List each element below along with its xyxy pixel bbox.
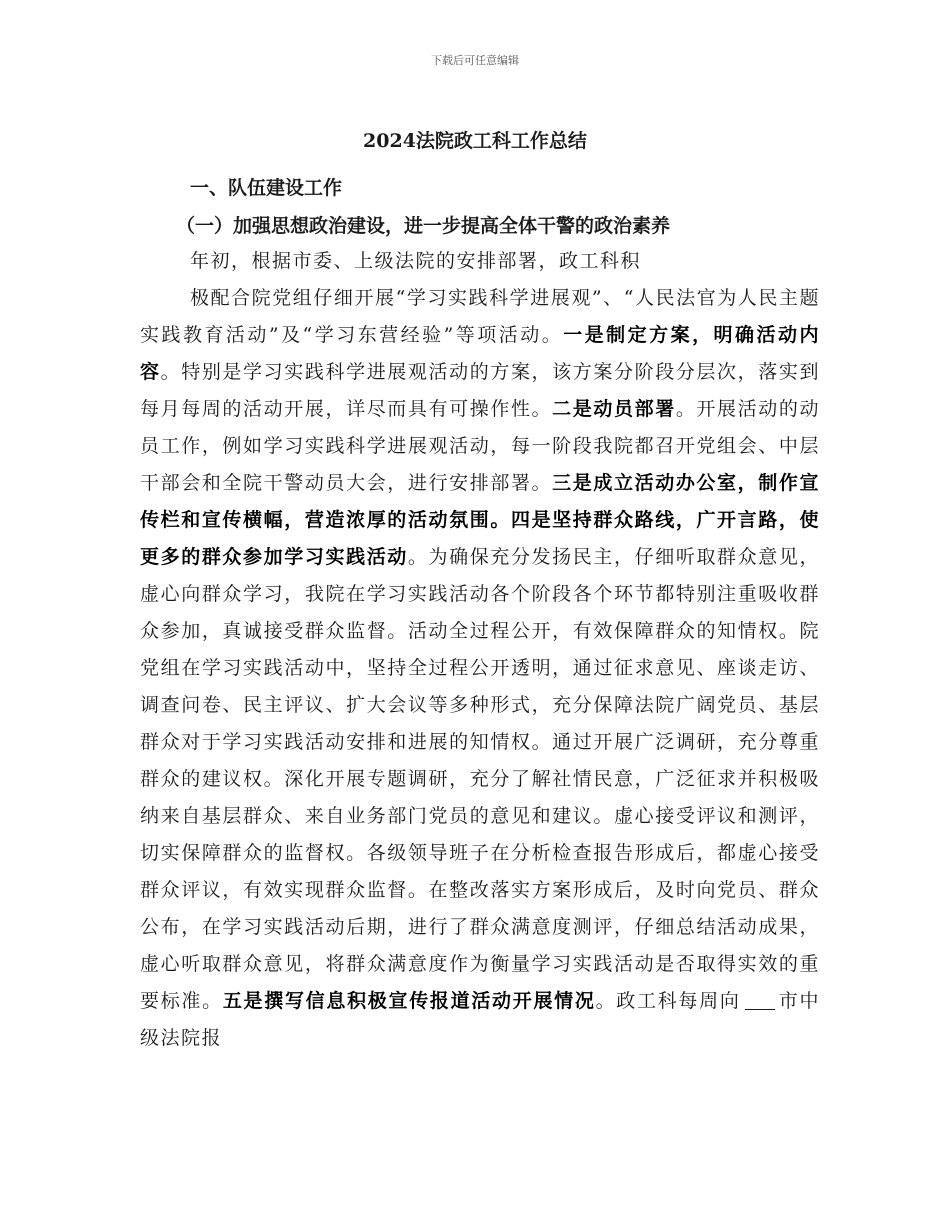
page-header-note: 下载后可任意编辑 [431, 54, 519, 67]
document-title: 2024法院政工科工作总结 [363, 130, 587, 152]
paragraph-bold-point: 三是成立活动办公室，制作宣传栏和宣传横幅，营造浓厚的活动氛围。四是坚持群众路线，广开言路，使更多的群众参加学习实践活动 [140, 472, 820, 568]
paragraph-text: 。政工科每周向 [595, 990, 741, 1012]
paragraph-bold-point: 五是撰写信息积极宣传报道活动开展情况 [222, 990, 596, 1012]
document-body [140, 243, 820, 1057]
paragraph-text: 。特别是学习实践科学进展观活动的方案，该方案分阶段分层次，落实到每月每周的活动开展，详尽而具有可操作性。 [140, 361, 820, 420]
paragraph-bold-point: 一是制定方案，明确活动内容 [140, 324, 820, 383]
paragraph-text: 市中级法院报 [140, 990, 820, 1049]
fill-in-blank [745, 990, 775, 1010]
subsection-heading: （一）加强思想政治建设，进一步提高全体干警的政治素养 [176, 215, 671, 237]
paragraph-text: 。为确保充分发扬民主，仔细听取群众意见，虚心向群众学习，我院在学习实践活动各个阶段各个环节都特别注重吸收群众参加，真诚接受群众监督。活动全过程公开，有效保障群众的知情权。院党组在学习实践活动中，坚持全过程公开透明，通过征求意见、座谈走访、调查问卷、民主评议、扩大会议等多种形式，充分保障法院广阔党员、基层群众对于学习实践活动安排和进展的知情权。通过开展广泛调研，充分尊重群众的建议权。深化开展专题调研，充分了解社情民意，广泛征求并积极吸纳来自基层群众、来自业务部门党员的意见和建议。虚心接受评议和测评，切实保障群众的监督权。各级领导班子在分析检查报告形成后，都虚心接受群众评议，有效实现群众监督。在整改落实方案形成后，及时向党员、群众公布，在学习实践活动后期，进行了群众满意度测评，仔细总结活动成果，虚心听取群众意见，将群众满意度作为衡量学习实践活动是否取得实效的重要标准。 [140, 546, 820, 1012]
section-heading: 一、队伍建设工作 [190, 177, 343, 199]
body-first-line: 年初，根据市委、上级法院的安排部署，政工科积 [190, 250, 642, 272]
paragraph-text: 。开展活动的动员工作，例如学习实践科学进展观活动，每一阶段我院都召开党组会、中层干部会和全院干警动员大会，进行安排部署。 [140, 398, 820, 494]
paragraph-text: 极配合院党组仔细开展“学习实践科学进展观”、“人民法官为人民主题实践教育活动”及“学习东营经验”等项活动。 [140, 287, 820, 346]
body-paragraph [140, 280, 820, 1057]
paragraph-bold-point: 二是动员部署 [552, 398, 676, 420]
